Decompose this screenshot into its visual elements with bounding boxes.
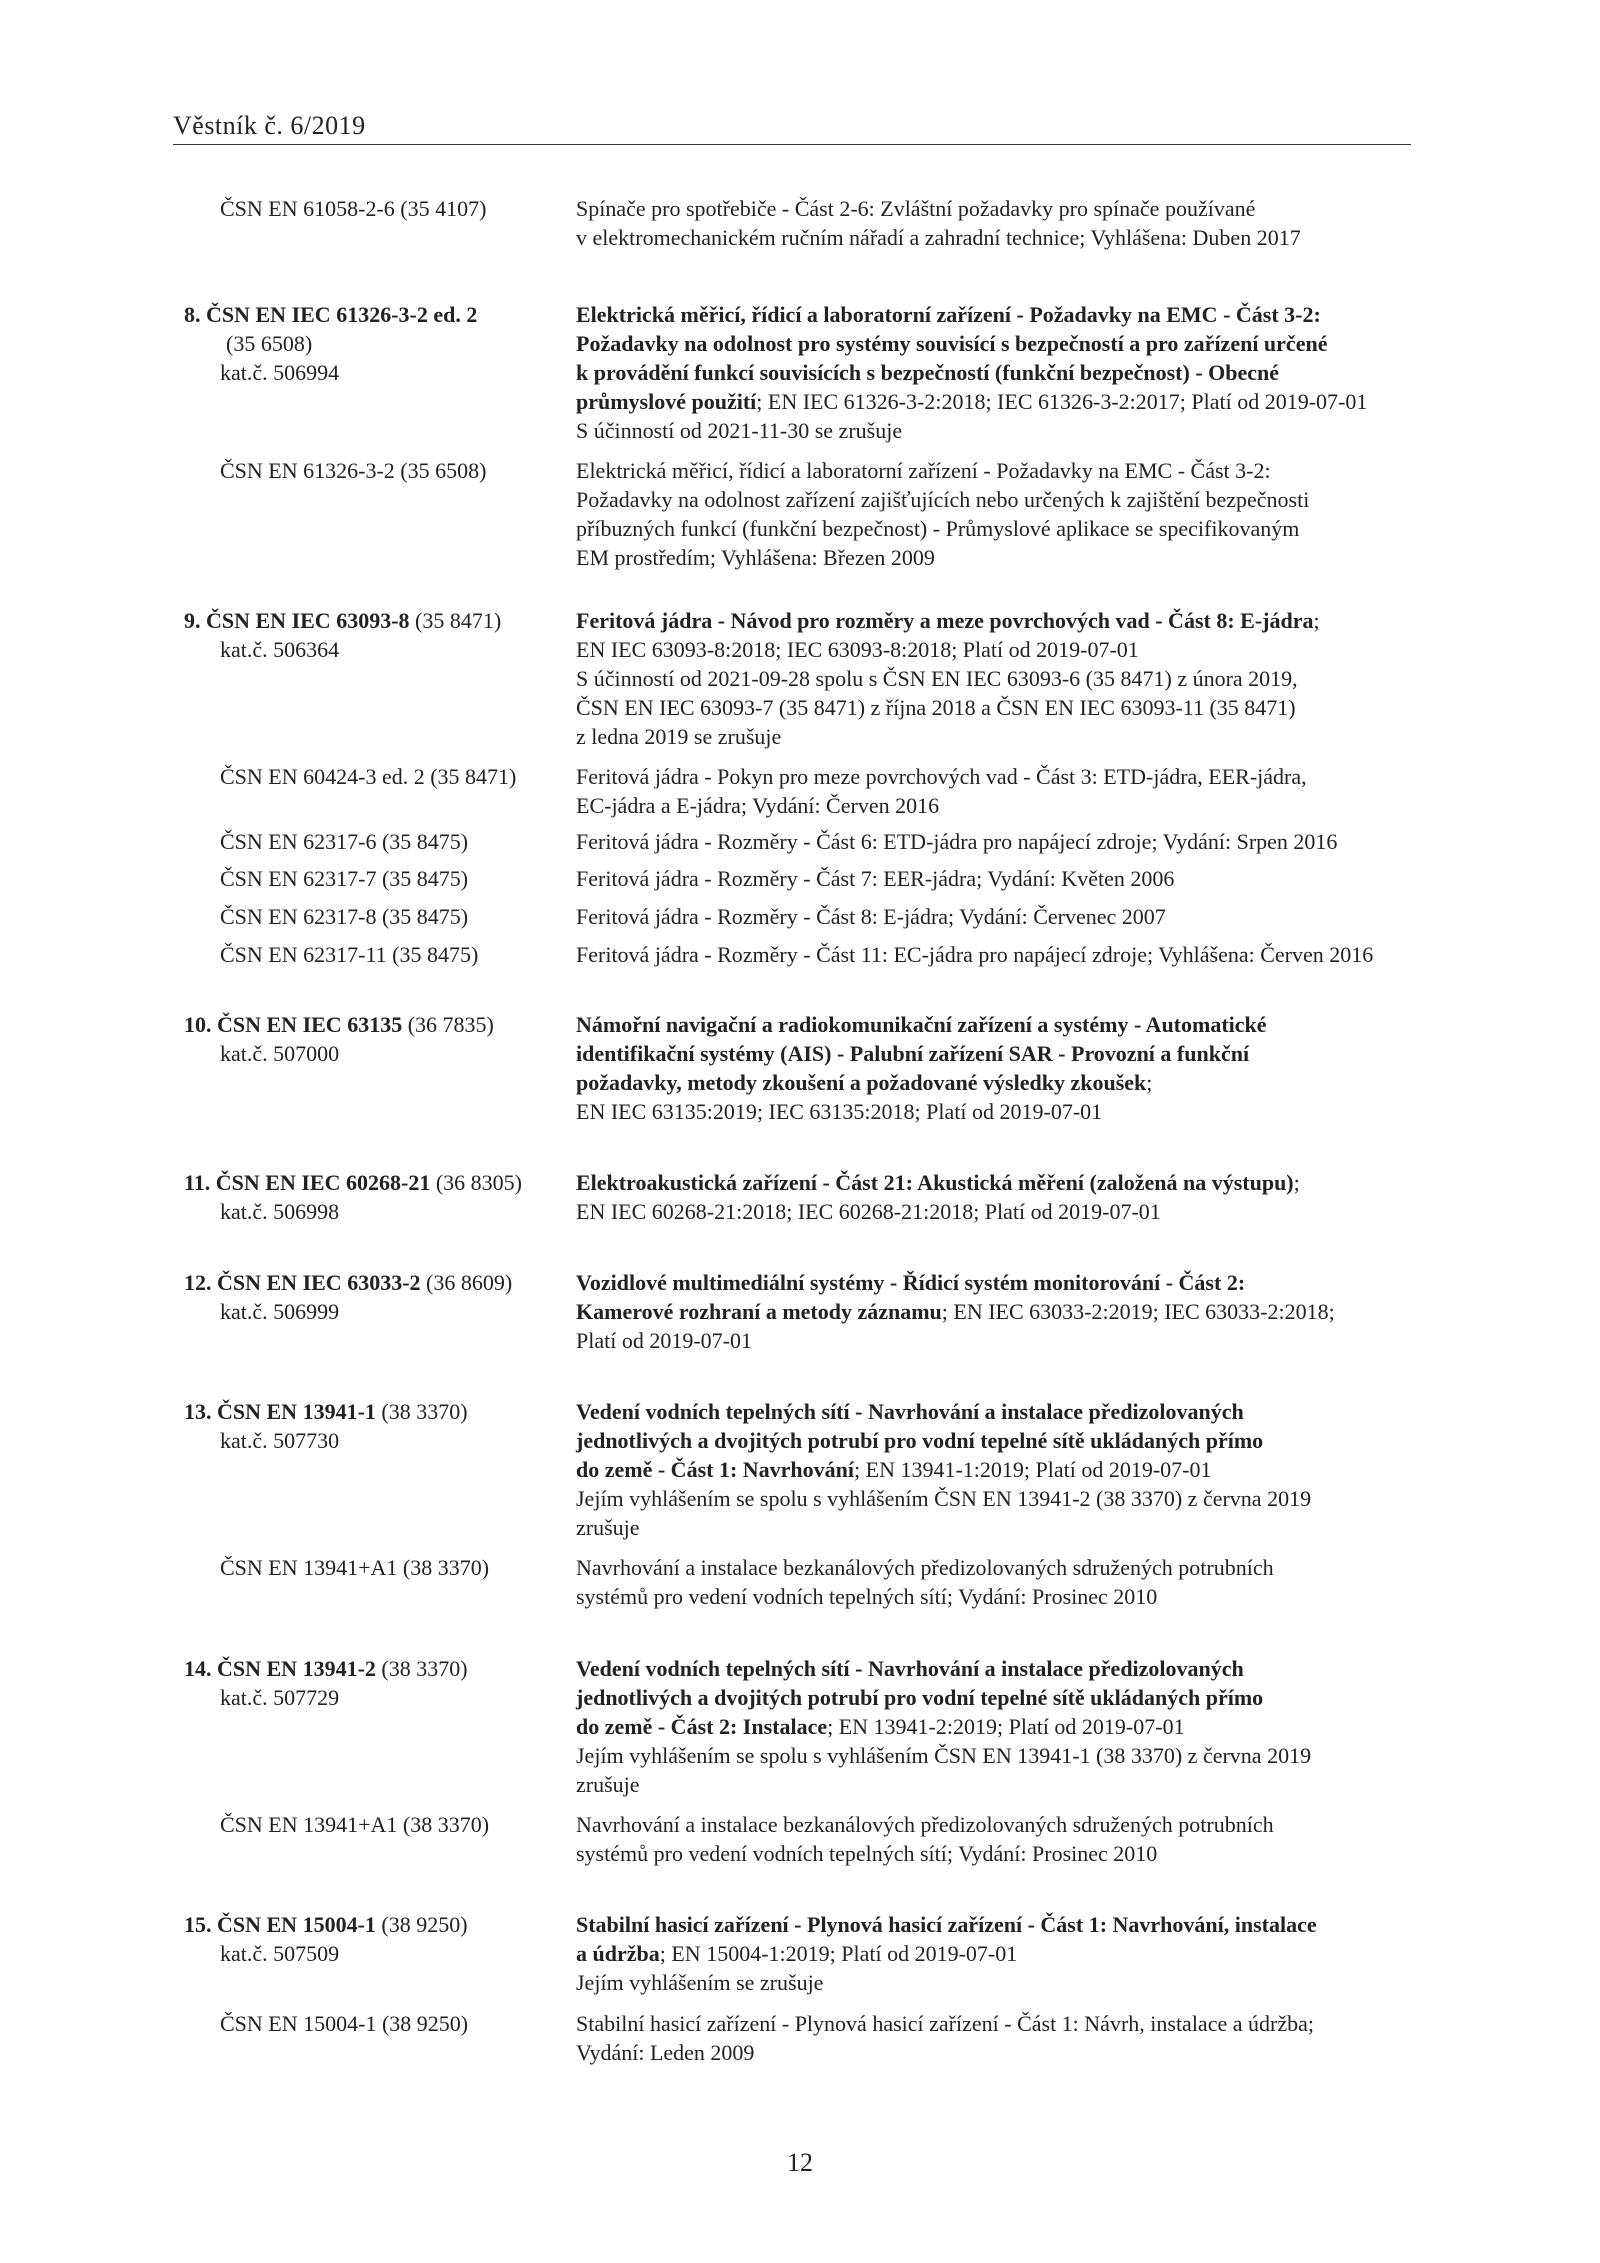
catalog-number: kat.č. 506999	[220, 1299, 340, 1324]
entry-heading	[184, 300, 477, 329]
standard-description: systémů pro vedení vodních tepelných sítí; Vydání: Prosinec 2010	[576, 1841, 1158, 1866]
document-header: Věstník č. 6/2019	[173, 111, 366, 140]
catalog-number: kat.č. 507729	[220, 1685, 340, 1710]
entry-title: Požadavky na odolnost pro systémy souvisící s bezpečností a pro zařízení určené	[576, 331, 1328, 356]
entry-number: 11.	[184, 1170, 211, 1195]
standard-description: Feritová jádra - Pokyn pro meze povrchových vad - Část 3: ETD-jádra, EER-jádra,	[576, 764, 1307, 789]
standard-description: v elektromechanickém ručním nářadí a zahradní technice; Vyhlášena: Duben 2017	[576, 225, 1301, 250]
entry-detail	[576, 387, 1367, 416]
standard-description: systémů pro vedení vodních tepelných sítí; Vydání: Prosinec 2010	[576, 1584, 1158, 1609]
entry-title: Elektroakustická zařízení - Část 21: Akustická měření (založená na výstupu)	[576, 1170, 1294, 1195]
entry-references: EN IEC 63093-8:2018; IEC 63093-8:2018; Platí od 2019-07-01	[576, 637, 1139, 662]
entry-note: S účinností od 2021-11-30 se zrušuje	[576, 418, 903, 443]
entry-number: 9.	[184, 608, 201, 633]
entry-code: ČSN EN IEC 61326-3-2 ed. 2	[206, 302, 478, 327]
classification-number: (38 3370)	[375, 1399, 468, 1424]
entry-title-line	[576, 606, 1320, 635]
catalog-number: kat.č. 507730	[220, 1428, 340, 1453]
standard-description: Vydání: Leden 2009	[576, 2040, 755, 2065]
entry-title: do země - Část 1: Navrhování	[576, 1457, 855, 1482]
entry-note: Jejím vyhlášením se zrušuje	[576, 1970, 824, 1995]
entry-title-line	[576, 1068, 1152, 1097]
entry-note: zrušuje	[576, 1772, 640, 1797]
catalog-number: kat.č. 506998	[220, 1199, 340, 1224]
entry-title: Námořní navigační a radiokomunikační zařízení a systémy - Automatické	[576, 1012, 1267, 1037]
classification-number: (35 6508)	[226, 331, 313, 356]
entry-code: ČSN EN 13941-1	[217, 1399, 376, 1424]
standard-description: Feritová jádra - Rozměry - Část 6: ETD-jádra pro napájecí zdroje; Vydání: Srpen 2016	[576, 829, 1338, 854]
classification-number: (36 7835)	[402, 1012, 494, 1037]
entry-heading	[184, 1910, 468, 1939]
standard-description: Elektrická měřicí, řídicí a laboratorní zařízení - Požadavky na EMC - Část 3-2:	[576, 458, 1271, 483]
entry-note: Jejím vyhlášením se spolu s vyhlášením ČSN EN 13941-2 (38 3370) z června 2019	[576, 1486, 1312, 1511]
standard-description: Feritová jádra - Rozměry - Část 8: E-jádra; Vydání: Červenec 2007	[576, 904, 1166, 929]
entry-code: ČSN EN IEC 63033-2	[217, 1270, 421, 1295]
entry-number: 8.	[184, 302, 201, 327]
standard-code: ČSN EN 62317-8 (35 8475)	[220, 904, 469, 929]
entry-code: ČSN EN IEC 63135	[217, 1012, 403, 1037]
entry-note: z ledna 2019 se zrušuje	[576, 724, 782, 749]
entry-number: 10.	[184, 1012, 212, 1037]
catalog-number: kat.č. 507000	[220, 1041, 340, 1066]
standard-description: EC-jádra a E-jádra; Vydání: Červen 2016	[576, 793, 940, 818]
entry-references: ; EN IEC 63033-2:2019; IEC 63033-2:2018;	[941, 1299, 1335, 1324]
entry-number: 12.	[184, 1270, 212, 1295]
standard-code: ČSN EN 62317-11 (35 8475)	[220, 942, 479, 967]
entry-title: Feritová jádra - Návod pro rozměry a meze povrchových vad - Část 8: E-jádra	[576, 608, 1314, 633]
entry-title-line	[576, 1297, 1335, 1326]
entry-title: Vedení vodních tepelných sítí - Navrhování a instalace předizolovaných	[576, 1656, 1244, 1681]
entry-heading	[184, 1397, 468, 1426]
standard-code: ČSN EN 62317-6 (35 8475)	[220, 829, 469, 854]
standard-code: ČSN EN 61058-2-6 (35 4107)	[220, 196, 487, 221]
entry-references: ; EN IEC 61326-3-2:2018; IEC 61326-3-2:2017; Platí od 2019-07-01	[756, 389, 1368, 414]
entry-note: S účinností od 2021-09-28 spolu s ČSN EN IEC 63093-6 (35 8471) z února 2019,	[576, 666, 1298, 691]
entry-code: ČSN EN 15004-1	[217, 1912, 376, 1937]
header-rule	[173, 144, 1411, 145]
standard-code: ČSN EN 60424-3 ed. 2 (35 8471)	[220, 764, 517, 789]
entry-note: Jejím vyhlášením se spolu s vyhlášením ČSN EN 13941-1 (38 3370) z června 2019	[576, 1743, 1312, 1768]
entry-title: požadavky, metody zkoušení a požadované výsledky zkoušek	[576, 1070, 1147, 1095]
entry-heading	[184, 1010, 494, 1039]
catalog-number: kat.č. 506994	[220, 360, 340, 385]
standard-description: Spínače pro spotřebiče - Část 2-6: Zvláštní požadavky pro spínače používané	[576, 196, 1256, 221]
entry-code: ČSN EN IEC 60268-21	[215, 1170, 431, 1195]
entry-title: Kamerové rozhraní a metody záznamu	[576, 1299, 942, 1324]
standard-description: Stabilní hasicí zařízení - Plynová hasicí zařízení - Část 1: Návrh, instalace a údržba;	[576, 2011, 1314, 2036]
standard-description: Feritová jádra - Rozměry - Část 11: EC-jádra pro napájecí zdroje; Vyhlášena: Červen 2016	[576, 942, 1374, 967]
punctuation: ;	[1293, 1170, 1300, 1195]
entry-title: a údržba	[576, 1941, 660, 1966]
entry-heading	[184, 1654, 468, 1683]
classification-number: (38 9250)	[375, 1912, 468, 1937]
entry-number: 15.	[184, 1912, 212, 1937]
catalog-number: kat.č. 507509	[220, 1941, 340, 1966]
entry-note: ČSN EN IEC 63093-7 (35 8471) z října 2018 a ČSN EN IEC 63093-11 (35 8471)	[576, 695, 1296, 720]
standard-description: EM prostředím; Vyhlášena: Březen 2009	[576, 545, 935, 570]
entry-title-line	[576, 1712, 1185, 1741]
standard-description: Navrhování a instalace bezkanálových předizolovaných sdružených potrubních	[576, 1555, 1274, 1580]
entry-title: k provádění funkcí souvisících s bezpečností (funkční bezpečnost) - Obecné	[576, 360, 1280, 385]
entry-title: Vedení vodních tepelných sítí - Navrhování a instalace předizolovaných	[576, 1399, 1244, 1424]
standard-description: Feritová jádra - Rozměry - Část 7: EER-jádra; Vydání: Květen 2006	[576, 866, 1175, 891]
punctuation: ;	[1146, 1070, 1153, 1095]
entry-references: Platí od 2019-07-01	[576, 1328, 752, 1353]
standard-code: ČSN EN 62317-7 (35 8475)	[220, 866, 469, 891]
entry-title: jednotlivých a dvojitých potrubí pro vodní tepelné sítě ukládaných přímo	[576, 1428, 1264, 1453]
standard-description: příbuzných funkcí (funkční bezpečnost) - Průmyslové aplikace se specifikovaným	[576, 516, 1300, 541]
entry-title-line	[576, 1168, 1300, 1197]
entry-title: identifikační systémy (AIS) - Palubní zařízení SAR - Provozní a funkční	[576, 1041, 1250, 1066]
entry-title: Vozidlové multimediální systémy - Řídicí systém monitorování - Část 2:	[576, 1270, 1246, 1295]
standard-description: Navrhování a instalace bezkanálových předizolovaných sdružených potrubních	[576, 1812, 1274, 1837]
entry-title: jednotlivých a dvojitých potrubí pro vodní tepelné sítě ukládaných přímo	[576, 1685, 1264, 1710]
entry-title: Stabilní hasicí zařízení - Plynová hasicí zařízení - Část 1: Navrhování, instalace	[576, 1912, 1317, 1937]
entry-heading	[184, 1168, 522, 1197]
entry-note: zrušuje	[576, 1515, 640, 1540]
entry-title: do země - Část 2: Instalace	[576, 1714, 828, 1739]
standard-code: ČSN EN 13941+A1 (38 3370)	[220, 1812, 490, 1837]
entry-references: EN IEC 63135:2019; IEC 63135:2018; Platí od 2019-07-01	[576, 1099, 1103, 1124]
classification-number: (35 8471)	[409, 608, 502, 633]
entry-references: ; EN 15004-1:2019; Platí od 2019-07-01	[659, 1941, 1018, 1966]
entry-title-line	[576, 1939, 1017, 1968]
catalog-number: kat.č. 506364	[220, 637, 340, 662]
classification-number: (38 3370)	[375, 1656, 468, 1681]
entry-references: ; EN 13941-2:2019; Platí od 2019-07-01	[827, 1714, 1185, 1739]
entry-title-end: průmyslové použití	[576, 389, 757, 414]
entry-heading	[184, 606, 501, 635]
entry-number: 13.	[184, 1399, 212, 1424]
entry-references: ; EN 13941-1:2019; Platí od 2019-07-01	[854, 1457, 1212, 1482]
entry-code: ČSN EN IEC 63093-8	[206, 608, 410, 633]
classification-number: (36 8609)	[420, 1270, 513, 1295]
entry-title: Elektrická měřicí, řídicí a laboratorní zařízení - Požadavky na EMC - Část 3-2:	[576, 302, 1321, 327]
punctuation: ;	[1313, 608, 1320, 633]
entry-title-line	[576, 1455, 1212, 1484]
entry-code: ČSN EN 13941-2	[217, 1656, 376, 1681]
classification-number: (36 8305)	[430, 1170, 522, 1195]
entry-heading	[184, 1268, 512, 1297]
entry-number: 14.	[184, 1656, 212, 1681]
page-number: 12	[787, 2148, 813, 2177]
standard-code: ČSN EN 13941+A1 (38 3370)	[220, 1555, 490, 1580]
standard-code: ČSN EN 15004-1 (38 9250)	[220, 2011, 469, 2036]
standard-description: Požadavky na odolnost zařízení zajišťujících nebo určených k zajištění bezpečnosti	[576, 487, 1310, 512]
entry-references: EN IEC 60268-21:2018; IEC 60268-21:2018; Platí od 2019-07-01	[576, 1199, 1161, 1224]
standard-code: ČSN EN 61326-3-2 (35 6508)	[220, 458, 487, 483]
